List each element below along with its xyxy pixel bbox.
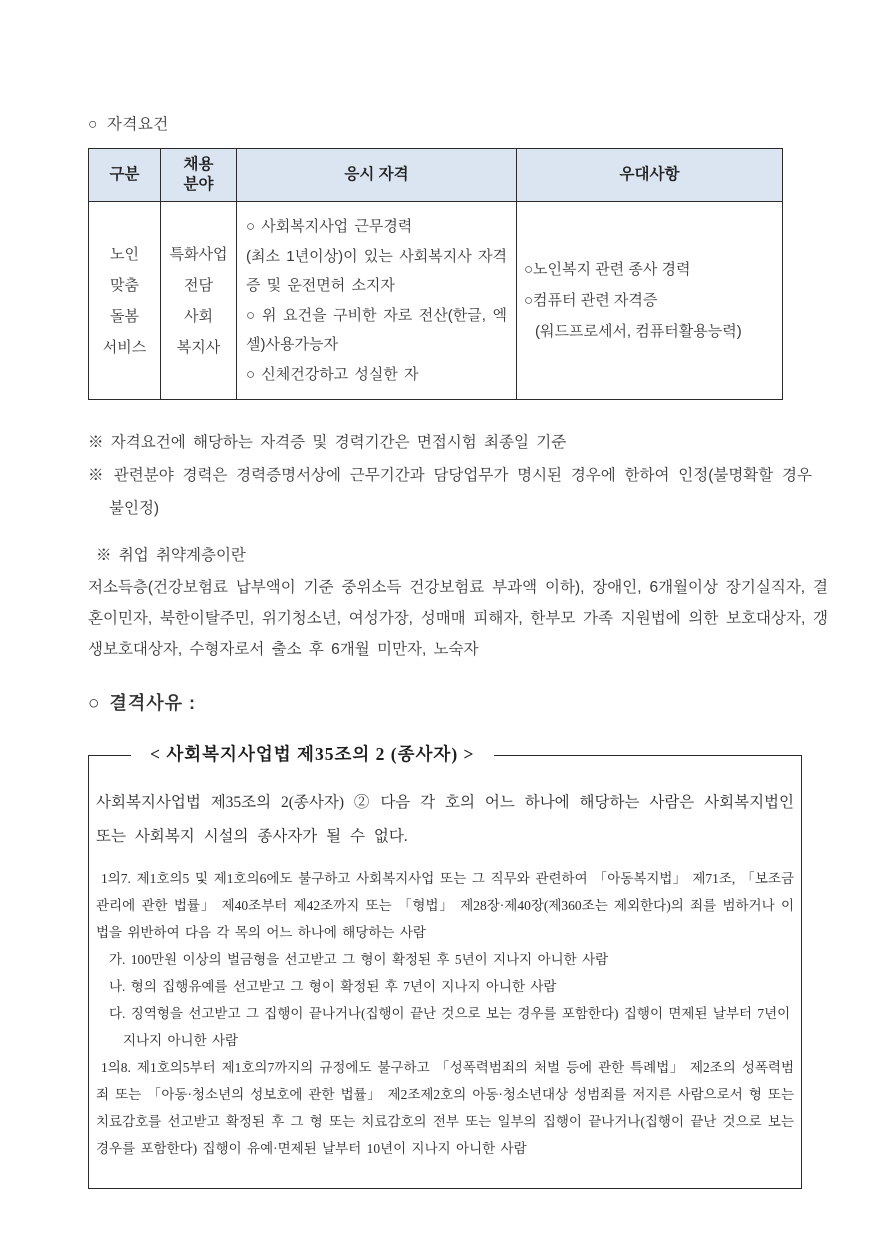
preference-item: ○컴퓨터 관련 자격증	[524, 292, 658, 309]
disqualification-heading	[88, 689, 880, 715]
table-header-preferences: 우대사항	[517, 149, 783, 202]
law-intro: 사회복지사업법 제35조의 2(종사자) ② 다음 각 호의 어느 하나에 해당하는 사람은 사회복지법인 또는 사회복지 시설의 종사자가 될 수 없다.	[96, 794, 794, 845]
circle-bullet-icon: ○	[88, 693, 101, 714]
disqualification-title: 결격사유 :	[109, 693, 197, 713]
qualification-table	[88, 148, 783, 400]
field-line: 특화사업	[169, 245, 228, 263]
category-line: 돌봄	[110, 307, 139, 325]
table-header-row	[89, 149, 783, 202]
field-line: 복지사	[176, 338, 221, 356]
note-line: ※ 관련분야 경력은 경력증명서상에 근무기간과 담당업무가 명시된 경우에 한하여 인정(불명확할 경우 불인정)	[88, 467, 812, 517]
requirement-item: (최소 1년이상)이 있는 사회복지사 자격증 및 운전면허 소지자	[246, 247, 507, 294]
law-box	[88, 744, 802, 1189]
cell-requirements	[237, 202, 517, 400]
table-header-field-line2: 분야	[183, 176, 214, 193]
preference-item: ○노인복지 관련 종사 경력	[524, 261, 691, 278]
clause-1-8: 1의8. 제1호의5부터 제1호의7까지의 규정에도 불구하고 「성폭력범죄의 처벌 등에 관한 특례법」 제2조의 성폭력범죄 또는 「아동·청소년의 성보호에 관한 법률」 제2조제2호의 아동·청소년대상 성범죄를 저지른 사람으로서 형 또는 치료감호를 선고받고 확정된 후 그 형 또는 치료감호의 전부 또는 일부의 집행이 끝나거나(집행이 끝난 것으로 보는 경우를 포함한다) 집행이 유예·면제된 날부터 10년이 지나지 아니한 사람	[96, 1060, 794, 1156]
field-line: 사회	[184, 307, 213, 325]
table-header-field-line1: 채용	[183, 156, 214, 173]
table-header-requirements: 응시 자격	[237, 149, 517, 202]
vulnerable-class-title: ※ 취업 취약계층이란	[96, 547, 246, 564]
vulnerable-class-body: 저소득층(건강보험료 납부액이 기준 중위소득 건강보험료 부과액 이하), 장애인, 6개월이상 장기실직자, 결혼이민자, 북한이탈주민, 위기청소년, 여성가장, 성매매 피해자, 한부모 가족 지원법에 의한 보호대상자, 갱생보호대상자, 수형자로서 출소 후 6개월 미만자, 노숙자	[88, 579, 828, 658]
notes-section	[88, 426, 812, 525]
cell-preferences	[517, 202, 783, 400]
field-line: 전담	[184, 276, 213, 294]
preference-item: (워드프로세서, 컴퓨터활용능력)	[535, 323, 742, 340]
table-header-category: 구분	[89, 149, 161, 202]
note-line: ※ 자격요건에 해당하는 자격증 및 경력기간은 면접시험 최종일 기준	[88, 434, 567, 451]
law-box-title: < 사회복지사업법 제35조의 2 (종사자) >	[131, 741, 494, 766]
circle-bullet-icon: ○	[88, 116, 98, 133]
table-row	[89, 202, 783, 400]
clause-1-7: 1의7. 제1호의5 및 제1호의6에도 불구하고 사회복지사업 또는 그 직무와 관련하여 「아동복지법」 제71조, 「보조금 관리에 관한 법률」 제40조부터 제42조까지 또는 「형법」 제28장·제40장(제360조는 제외한다)의 죄를 범하거나 이 법을 위반하여 다음 각 목의 어느 하나에 해당하는 사람	[96, 871, 794, 940]
cell-category	[89, 202, 161, 400]
cell-field	[161, 202, 237, 400]
category-line: 서비스	[102, 338, 147, 356]
table-header-field	[161, 149, 237, 202]
subclause-da: 다. 징역형을 선고받고 그 집행이 끝나거나(집행이 끝난 것으로 보는 경우를 포함한다) 집행이 면제된 날부터 7년이 지나지 아니한 사람	[109, 1006, 791, 1048]
subclause-ga: 가. 100만원 이상의 벌금형을 선고받고 그 형이 확정된 후 5년이 지나지 아니한 사람	[109, 952, 609, 967]
subclause-na: 나. 형의 집행유예를 선고받고 그 형이 확정된 후 7년이 지나지 아니한 사람	[109, 979, 557, 994]
category-line: 맞춤	[110, 276, 139, 294]
qualification-section-heading	[88, 112, 880, 134]
requirement-item: ○ 사회복지사업 근무경력	[246, 218, 413, 235]
requirement-item: ○ 위 요건을 구비한 자로 전산(한글, 엑셀)사용가능자	[246, 306, 507, 353]
category-line: 노인	[110, 245, 139, 263]
requirement-item: ○ 신체건강하고 성실한 자	[246, 365, 419, 383]
qualification-section-title: 자격요건	[106, 116, 169, 133]
